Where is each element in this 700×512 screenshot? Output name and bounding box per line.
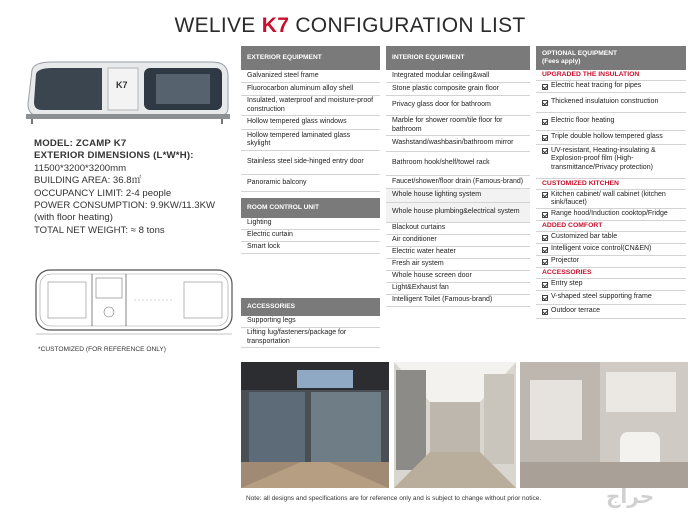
list-item: Hollow tempered glass windows	[241, 116, 380, 130]
watermark: حراج	[606, 484, 655, 508]
spec-weight: TOTAL NET WEIGHT: ≈ 8 tons	[34, 224, 165, 236]
list-item: Galvanized steel frame	[241, 70, 380, 83]
checkbox-icon	[542, 192, 548, 198]
list-item: Kitchen cabinet/ wall cabinet (kitchen sink/faucet)	[536, 190, 686, 209]
spec-area: BUILDING AREA: 36.8㎡	[34, 175, 142, 187]
checkbox-icon	[542, 135, 548, 141]
exterior-column	[241, 46, 380, 348]
list-item: Faucet/shower/floor drain (Famous-brand)	[386, 176, 530, 189]
checkbox-icon	[542, 309, 548, 315]
checkbox-icon	[542, 212, 548, 218]
exterior-header: EXTERIOR EQUIPMENT	[241, 46, 380, 70]
list-item: Blackout curtains	[386, 223, 530, 235]
list-item: Marble for shower room/tile floor for bathroom	[386, 116, 530, 136]
checkbox-icon	[542, 235, 548, 241]
list-item: Projector	[536, 256, 686, 268]
list-item: Intelligent voice control(CN&EN)	[536, 244, 686, 256]
list-item: Washstand/washbasin/bathroom mirror	[386, 136, 530, 152]
list-item: Triple double hollow tempered glass	[536, 131, 686, 145]
plan-note: *CUSTOMIZED (FOR REFERENCE ONLY)	[38, 346, 166, 353]
spec-power-note: (with floor heating)	[34, 212, 113, 224]
list-item: Hollow tempered laminated glass skylight	[241, 130, 380, 151]
photo-exterior-balcony	[241, 362, 389, 488]
checkbox-icon	[542, 295, 548, 301]
list-item: Whole house lighting system	[386, 189, 530, 203]
optional-column	[536, 46, 686, 319]
section-title: UPGRADED THE INSULATION	[536, 70, 686, 81]
list-item: Integrated modular ceiling&wall	[386, 70, 530, 83]
list-item: Entry step	[536, 279, 686, 291]
list-item: Electric curtain	[241, 230, 380, 242]
interior-column	[386, 46, 530, 307]
list-item: V-shaped steel supporting frame	[536, 291, 686, 305]
checkbox-icon	[542, 119, 548, 125]
list-item: Outdoor terrace	[536, 305, 686, 319]
checkbox-icon	[542, 259, 548, 265]
spec-model: MODEL: ZCAMP K7	[34, 138, 127, 149]
list-item: Electric water heater	[386, 247, 530, 259]
checkbox-icon	[542, 84, 548, 90]
list-item: Range hood/Induction cooktop/Fridge	[536, 209, 686, 221]
checkbox-icon	[542, 282, 548, 288]
accessories-header: ACCESSORIES	[241, 298, 380, 316]
list-item: Whole house plumbing&electrical system	[386, 203, 530, 223]
photo-interior-bathroom	[520, 362, 688, 488]
photo-interior-hallway	[394, 362, 516, 488]
checkbox-icon	[542, 148, 548, 154]
spec-occupancy: OCCUPANCY LIMIT: 2-4 people	[34, 187, 172, 199]
list-item: Intelligent Toilet (Famous-brand)	[386, 295, 530, 307]
list-item: Supporting legs	[241, 316, 380, 328]
list-item: Lighting	[241, 218, 380, 230]
list-item: Customized bar table	[536, 232, 686, 244]
spec-power: POWER CONSUMPTION: 9.9KW/11.3KW	[34, 200, 216, 212]
section-title: ADDED COMFORT	[536, 221, 686, 232]
list-item: Stone plastic composite grain floor	[386, 83, 530, 96]
spec-dimensions-label: EXTERIOR DIMENSIONS (L*W*H):	[34, 150, 194, 162]
list-item: Bathroom hook/shelf/towel rack	[386, 152, 530, 176]
list-item: Smart lock	[241, 242, 380, 254]
list-item: Light&Exhaust fan	[386, 283, 530, 295]
list-item: Whole house screen door	[386, 271, 530, 283]
list-item: Air conditioner	[386, 235, 530, 247]
product-logo: K7	[116, 80, 128, 90]
page-title: WELIVE K7 CONFIGURATION LIST	[174, 14, 526, 37]
room-control-header: ROOM CONTROL UNIT	[241, 198, 380, 218]
list-item: UV-resistant, Heating-insulating & Explosion-proof film (High-transmittance/Privacy protection)	[536, 145, 686, 179]
product-capsule-image	[22, 56, 234, 126]
list-item: Thickened insulatuion construction	[536, 93, 686, 113]
list-item: Fluorocarbon aluminum alloy shell	[241, 83, 380, 96]
interior-header: INTERIOR EQUIPMENT	[386, 46, 530, 70]
section-title: ACCESSORIES	[536, 268, 686, 279]
footer-note: Note: all designs and specifications are for reference only and is subject to change without prior notice.	[246, 495, 542, 502]
section-title: CUSTOMIZED KITCHEN	[536, 179, 686, 190]
list-item: Insulated, waterproof and moisture-proof construction	[241, 96, 380, 116]
list-item: Electric heat tracing for pipes	[536, 81, 686, 93]
spec-dimensions: 11500*3200*3200mm	[34, 162, 127, 174]
floor-plan-diagram	[34, 268, 234, 336]
checkbox-icon	[542, 100, 548, 106]
list-item: Stainless steel side-hinged entry door	[241, 151, 380, 175]
list-item: Privacy glass door for bathroom	[386, 96, 530, 116]
optional-header: OPTIONAL EQUIPMENT (Fees apply)	[536, 46, 686, 70]
specs-block	[34, 138, 244, 237]
list-item: Electric floor heating	[536, 113, 686, 131]
checkbox-icon	[542, 247, 548, 253]
list-item: Fresh air system	[386, 259, 530, 271]
list-item: Lifting lug/fasteners/package for transportation	[241, 328, 380, 348]
list-item: Panoramic balcony	[241, 175, 380, 192]
